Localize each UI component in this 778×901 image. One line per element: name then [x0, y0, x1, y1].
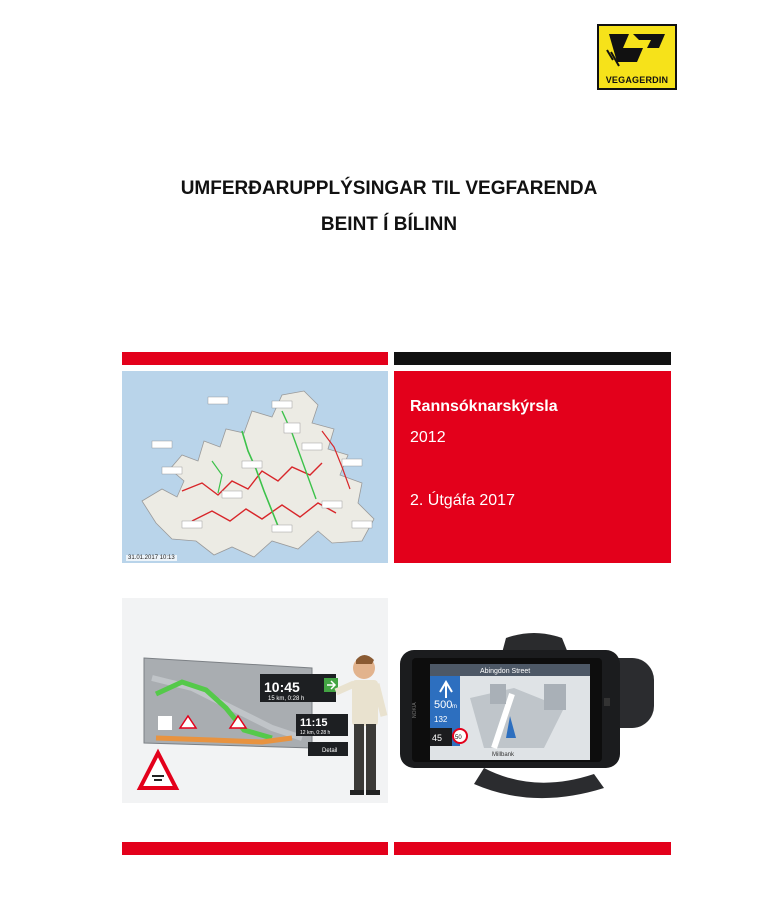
navigation-presenter-photo: [122, 598, 388, 803]
nav-info-2: 12 km, 0:28 h: [300, 730, 331, 736]
nav-time-1: 10:45: [264, 679, 300, 695]
phone-street-label: Abingdon Street: [480, 668, 531, 675]
phone-distance: 500: [434, 699, 453, 711]
phone-speed: 45: [432, 733, 443, 743]
logo-mark-icon: [599, 26, 675, 76]
phone-navigation-photo: [394, 598, 671, 803]
page-title-line-1: UMFERÐARUPPLÝSINGAR TIL VEGFARENDA: [180, 178, 598, 199]
logo-text: VEGAGERDIN: [605, 75, 669, 85]
bottom-right-red-bar: [394, 842, 671, 855]
report-edition: 2. Útgáfa 2017: [410, 492, 515, 509]
presenter-illustration: [122, 598, 388, 803]
page-title-line-2: BEINT Í BÍLINN: [320, 214, 458, 235]
report-info-panel: [394, 371, 671, 563]
nav-detail-label: Detail: [322, 748, 338, 754]
top-right-black-bar: [394, 352, 671, 365]
nav-info-1: 15 km, 0:28 h: [268, 696, 305, 702]
phone-place-label: Millbank: [492, 752, 515, 758]
westfjords-map-illustration: [122, 371, 388, 563]
phone-illustration: [394, 598, 671, 803]
map-timestamp: 31.01.2017 10:13: [128, 555, 175, 561]
phone-speed-limit: 50: [455, 735, 462, 741]
phone-distance-unit: m: [452, 704, 457, 710]
top-left-red-bar: [122, 352, 388, 365]
phone-brand: NOKIA: [412, 702, 418, 718]
vegagerdin-logo: [597, 24, 677, 90]
phone-altitude: 132: [434, 715, 448, 724]
report-year: 2012: [410, 429, 446, 446]
bottom-left-red-bar: [122, 842, 388, 855]
road-conditions-map: [122, 371, 388, 563]
nav-time-2: 11:15: [300, 717, 328, 729]
report-type: Rannsóknarskýrsla: [410, 398, 558, 415]
